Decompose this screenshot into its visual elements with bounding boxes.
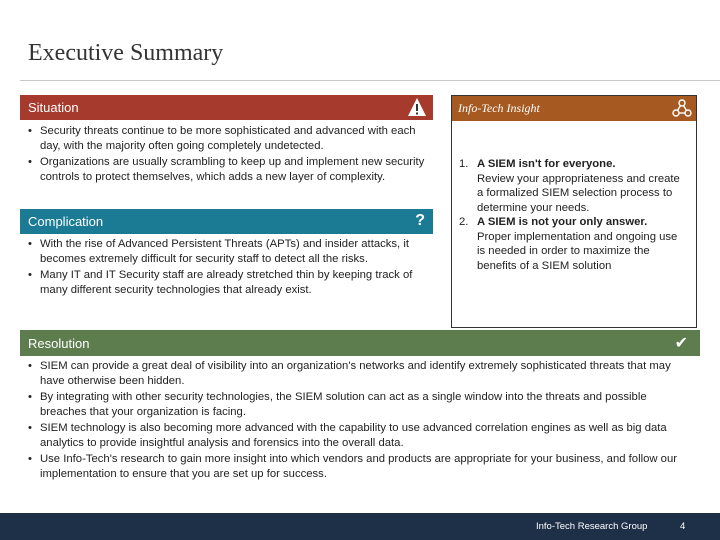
insight-heading: A SIEM is not your only answer. — [477, 216, 648, 228]
title-divider — [20, 80, 720, 81]
complication-header — [20, 209, 433, 234]
page-number: 4 — [680, 521, 686, 532]
list-item: • With the rise of Advanced Persistent Threats (APTs) and insider attacks, it becomes extremely difficult for security staff to detect all the risks. — [26, 237, 431, 267]
situation-header — [20, 95, 433, 120]
list-item: • Use Info-Tech's research to gain more insight into which vendors and products are appropriate for your business, and follow our implementation to ensure that you are set up for success. — [26, 452, 694, 482]
list-item: • SIEM technology is also becoming more advanced with the capability to use advanced correlation engines as well as big data analytics to provide insightful analysis and forensics into the overall data. — [26, 421, 694, 451]
resolution-bullets — [26, 359, 694, 483]
insight-number: 1. — [459, 158, 469, 170]
footer — [0, 513, 720, 540]
insight-header — [452, 96, 696, 121]
insight-label: Info-Tech Insight — [458, 101, 540, 115]
page-title: Executive Summary — [28, 40, 224, 66]
insight-box — [451, 95, 697, 328]
network-icon — [672, 99, 692, 117]
list-item: • Many IT and IT Security staff are already stretched thin by keeping track of many different security technologies that already exist. — [26, 268, 431, 298]
situation-bullets — [26, 124, 431, 186]
insight-heading: A SIEM isn't for everyone. — [477, 158, 616, 170]
warning-icon — [407, 97, 427, 117]
list-item — [459, 215, 688, 273]
resolution-header — [20, 330, 700, 356]
list-item — [459, 157, 688, 215]
footer-org: Info-Tech Research Group — [536, 521, 648, 532]
complication-label: Complication — [28, 214, 104, 229]
question-icon: ? — [415, 212, 425, 229]
insight-text: Review your appropriateness and create a formalized SIEM selection process to determine your needs. — [477, 172, 680, 214]
list-item: • Security threats continue to be more sophisticated and advanced with each day, with the majority often going completely undetected. — [26, 124, 431, 154]
situation-label: Situation — [28, 100, 79, 115]
resolution-label: Resolution — [28, 335, 90, 351]
insight-text: Proper implementation and ongoing use is needed in order to maximize the benefits of a SIEM solution — [477, 230, 678, 272]
list-item: • SIEM can provide a great deal of visibility into an organization's networks and identify extremely sophisticated threats that may have otherwise been hidden. — [26, 359, 694, 389]
insight-number: 2. — [459, 216, 469, 228]
list-item: • Organizations are usually scrambling to keep up and implement new security controls to protect themselves, which adds a new layer of complexity. — [26, 155, 431, 185]
list-item: • By integrating with other security technologies, the SIEM solution can act as a single window into the threats and possible breaches that your organization is facing. — [26, 390, 694, 420]
checkmark-icon: ✔ — [674, 335, 688, 352]
complication-bullets — [26, 237, 431, 299]
insight-list — [452, 121, 696, 273]
